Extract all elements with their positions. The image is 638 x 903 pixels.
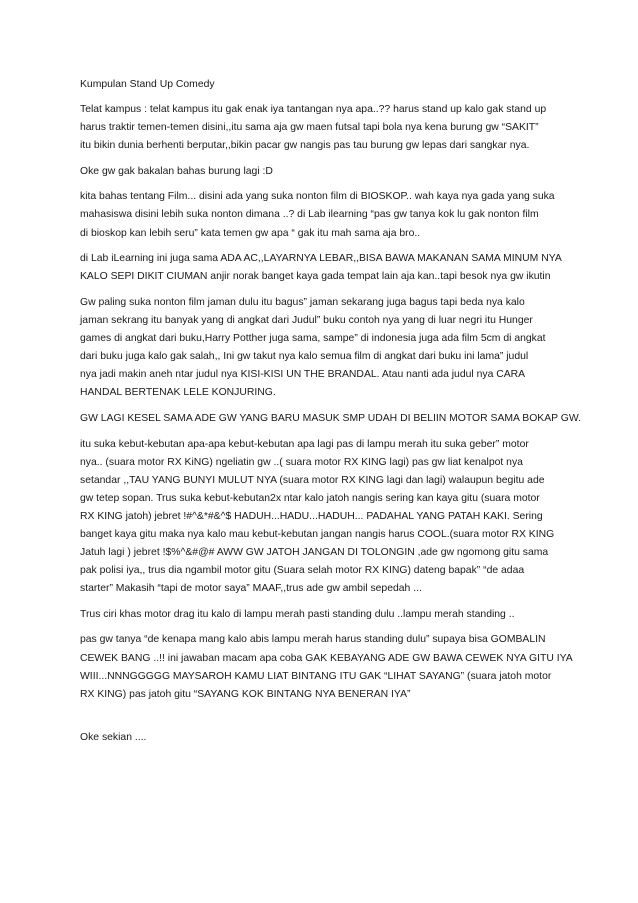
paragraph-line: di Lab iLearning ini juga sama ADA AC,,LAYARNYA LEBAR,,BISA BAWA MAKANAN SAMA MINUM NYA — [80, 253, 562, 265]
paragraph-line: gw tetep sopan. Trus suka kebut-kebutan2x ntar kalo jatoh nangis sering kan kaya gitu (suara motor — [80, 492, 540, 504]
paragraph-line: Gw paling suka nonton film jaman dulu itu bagus” jaman sekarang juga bagus tapi beda nya kalo — [80, 296, 525, 308]
paragraph-line: RX KING jatoh) jebret !#^&*#&^$ HADUH...HADU...HADUH... PADAHAL YANG PATAH KAKI. Sering — [80, 510, 543, 522]
paragraph-line: itu suka kebut-kebutan apa-apa kebut-kebutan apa lagi pas di lampu merah itu suka geber” motor — [80, 438, 529, 450]
paragraph-line: Jatuh lagi ) jebret !$%^&#@# AWW GW JATOH JANGAN DI TOLONGIN ,ade gw ngomong gitu sama — [80, 547, 549, 559]
paragraph-line: di bioskop kan lebih seru” kata temen gw apa “ gak itu mah sama aja bro.. — [80, 227, 421, 239]
paragraph-line: RX KING) pas jatoh gitu “SAYANG KOK BINTANG NYA BENERAN IYA” — [80, 688, 411, 700]
paragraph-line: dari buku juga kalo gak salah,, Ini gw takut nya kalo semua film di angkat dari buku ini lama” judul — [80, 351, 529, 363]
paragraph-line: HANDAL BERTENAK LELE KONJURING. — [80, 387, 276, 399]
paragraph-line: WIII...NNNGGGGG MAYSAROH KAMU LIAT BINTANG ITU GAK “LIHAT SAYANG” (suara jatoh motor — [80, 670, 552, 682]
paragraph-line: setandar ,,TAU YANG BUNYI MULUT NYA (suara motor RX KING lagi dan lagi) walaupun begitu ade — [80, 474, 545, 486]
paragraph-line: Telat kampus : telat kampus itu gak enak iya tantangan nya apa..?? harus stand up kalo gak stand up — [80, 104, 547, 115]
paragraph — [80, 436, 570, 599]
paragraph-line: jaman sekrang itu banyak yang di angkat dari Judul” buku contoh nya yang di luar negri itu Hunger — [80, 314, 533, 326]
paragraph-line: pak polisi iya,, trus dia ngambil motor gitu (Suara selah motor RX KING) dateng bapak” “de adaa — [80, 565, 525, 577]
paragraph — [80, 101, 570, 155]
blank-line — [80, 711, 570, 729]
paragraph-line: nya.. (suara motor RX KiNG) ngeliatin gw ..( suara motor RX KING lagi) pas gw liat kenalpot nya — [80, 456, 523, 468]
paragraph-line: harus traktir temen-temen disini,,itu sama aja gw maen futsal tapi bola nya kena burung gw “SAKIT” — [80, 122, 539, 134]
paragraph-line: banget kaya gitu maka nya kalo mau kebut-kebutan jangan nangis harus COOL.(suara motor RX KING — [80, 528, 555, 540]
paragraph-line: GW LAGI KESEL SAMA ADE GW YANG BARU MASUK SMP UDAH DI BELIIN MOTOR SAMA BOKAP GW. — [80, 412, 581, 424]
paragraph-line: Trus ciri khas motor drag itu kalo di lampu merah pasti standing dulu ..lampu merah standing .. — [80, 608, 515, 620]
closing-line: Oke sekian .... — [80, 732, 147, 744]
paragraph-line: kita bahas tentang Film... disini ada yang suka nonton film di BIOSKOP.. wah kaya nya gada yang suka — [80, 191, 555, 203]
paragraph-line: nya jadi makin aneh ntar judul nya KISI-KISI UN THE BRANDAL. Atau nanti ada judul nya CARA — [80, 369, 526, 381]
paragraph-line: KALO SEPI DIKIT CIUMAN anjir norak banget kaya gada tempat lain aja kan..tapi besok nya gw ikutin — [80, 271, 551, 283]
paragraph — [80, 606, 570, 624]
paragraph — [80, 410, 581, 428]
paragraph-line: Oke gw gak bakalan bahas burung lagi :D — [80, 165, 273, 177]
paragraph — [80, 294, 570, 403]
document-body — [80, 101, 581, 704]
paragraph-line: CEWEK BANG ..!! ini jawaban macam apa coba GAK KEBAYANG ADE GW BAWA CEWEK NYA GITU IYA — [80, 652, 573, 664]
paragraph — [80, 188, 570, 242]
paragraph — [80, 631, 573, 703]
document-title: Kumpulan Stand Up Comedy — [80, 79, 215, 90]
paragraph-line: pas gw tanya “de kenapa mang kalo abis lampu merah harus standing dulu” supaya bisa GOMBALIN — [80, 634, 546, 646]
paragraph — [80, 250, 570, 286]
paragraph-line: starter” Makasih “tapi de motor saya” MAAF,,trus ade gw ambil sepedah ... — [80, 583, 422, 595]
document-page — [80, 76, 581, 747]
paragraph-line: itu bikin dunia berhenti berputar,,bikin pacar gw nangis pas tau burung gw lepas dari sangkar nya. — [80, 140, 530, 152]
paragraph — [80, 163, 570, 181]
paragraph-line: mahasiswa disini lebih suka nonton dimana ..? di Lab ilearning “pas gw tanya kok lu gak nonton film — [80, 209, 539, 221]
paragraph-line: games di angkat dari buku,Harry Potther juga sama, sampe” di indonesia juga ada film 5cm di angkat — [80, 333, 546, 345]
